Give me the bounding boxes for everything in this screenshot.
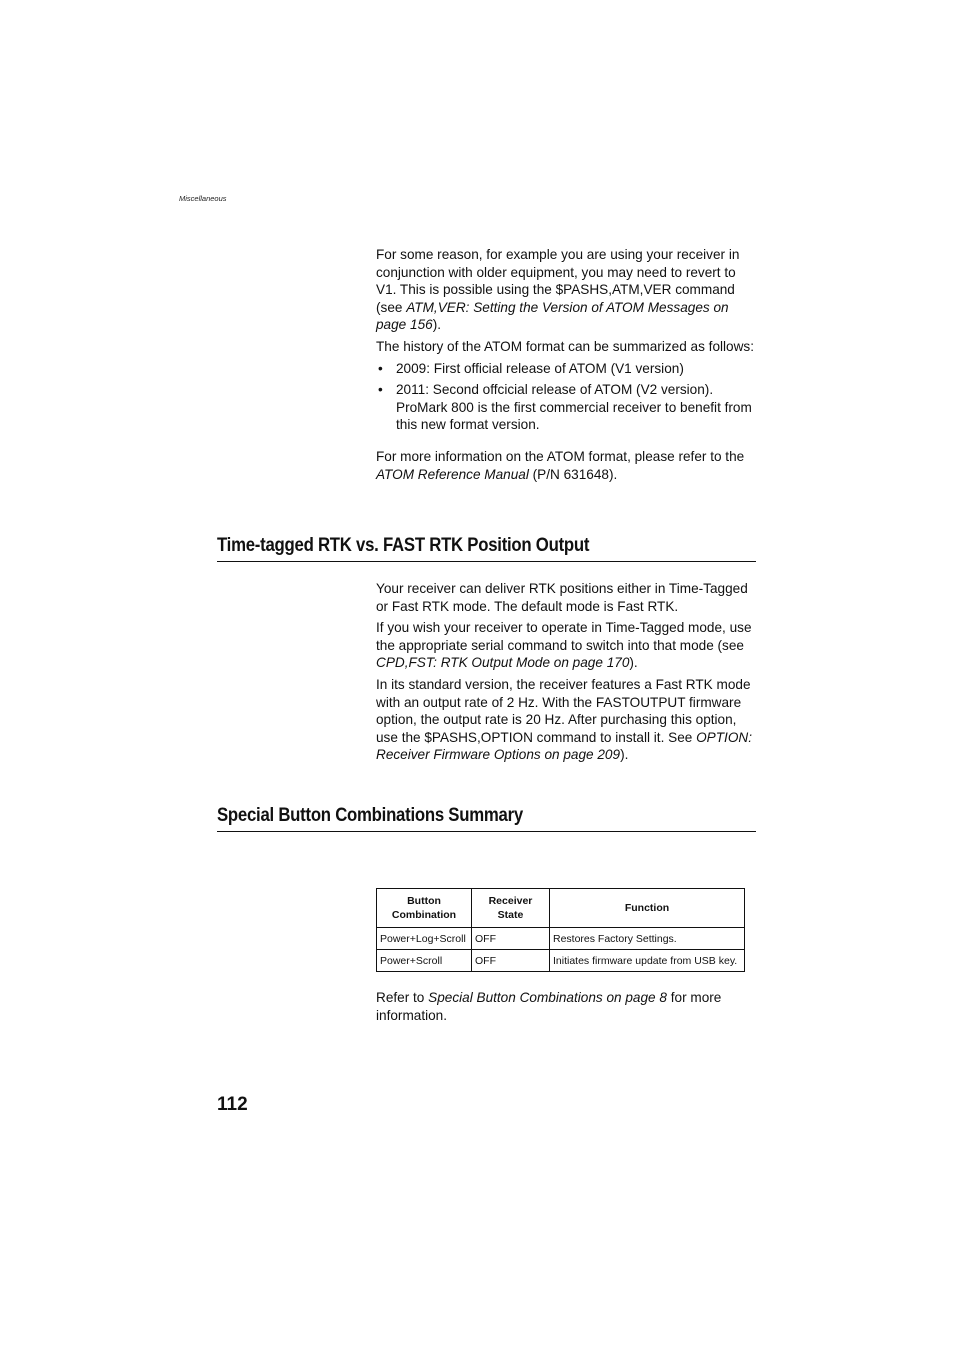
table-row [377,950,745,972]
buttons-refer [376,989,758,1028]
atom-section [376,246,758,487]
bullet-icon: • [378,382,383,398]
header-function: Function [550,889,745,928]
header-button-combination: Button Combination [377,889,472,928]
rtk-section [376,580,758,768]
rtk-para-3: In its standard version, the receiver features a Fast RTK mode with an output rate of 2 Hz. With the FASTOUTPUT firmware option, the output rate is 20 Hz. After purchasing this option, use the $PASHS,OPTION command to install it. See OPTION: Receiver Firmware Options on page 209). [376,676,752,763]
table-row [377,928,745,950]
list-item: • 2009: First official release of ATOM (V1 version) [378,360,684,376]
atom-manual-link[interactable]: ATOM Reference Manual [376,466,529,482]
atom-para-1: For some reason, for example you are using your receiver in conjunction with older equipment, you may need to revert to V1. This is possible using the $PASHS,ATM,VER command (see ATM,VER: Setting the Version of ATOM Messages on page 156). [376,247,740,333]
atom-ver-link[interactable]: ATM,VER: Setting the Version of ATOM Messages on page 156 [376,299,729,333]
bullet-icon: • [378,360,383,376]
table-cell: OFF [472,928,550,950]
refer-para: Refer to Special Button Combinations on page 8 for more information. [376,990,722,1023]
list-item: • 2011: Second offcicial release of ATOM (V2 version). ProMark 800 is the first commercial receiver to benefit from this new format version. [378,382,752,433]
cpd-fst-link[interactable]: CPD,FST: RTK Output Mode on page 170 [376,655,630,671]
table-cell: Initiates firmware update from USB key. [550,950,745,972]
rtk-section-heading: Time-tagged RTK vs. FAST RTK Position Output [217,533,756,562]
table-cell: Restores Factory Settings. [550,928,745,950]
running-head: Miscellaneous [179,194,227,203]
rtk-para-2: If you wish your receiver to operate in Time-Tagged mode, use the appropriate serial command to switch into that mode (see CPD,FST: RTK Output Mode on page 170). [376,620,752,671]
atom-para-2: The history of the ATOM format can be summarized as follows: [376,338,755,354]
atom-para-3: For more information on the ATOM format, please refer to the ATOM Reference Manual (P/N 631648). [376,448,745,482]
button-combinations-table [376,888,745,972]
table-cell: Power+Log+Scroll [377,928,472,950]
header-receiver-state: Receiver State [472,889,550,928]
atom-history-list [376,360,758,434]
table-cell: Power+Scroll [377,950,472,972]
table-cell: OFF [472,950,550,972]
option-link[interactable]: OPTION: Receiver Firmware Options on page 209 [376,729,752,763]
buttons-section-heading: Special Button Combinations Summary [217,803,756,832]
page-number: 112 [217,1094,248,1115]
rtk-para-1: Your receiver can deliver RTK positions either in Time-Tagged or Fast RTK mode. The default mode is Fast RTK. [376,581,748,614]
table-header-row [377,889,745,928]
special-buttons-link[interactable]: Special Button Combinations on page 8 [428,990,667,1005]
